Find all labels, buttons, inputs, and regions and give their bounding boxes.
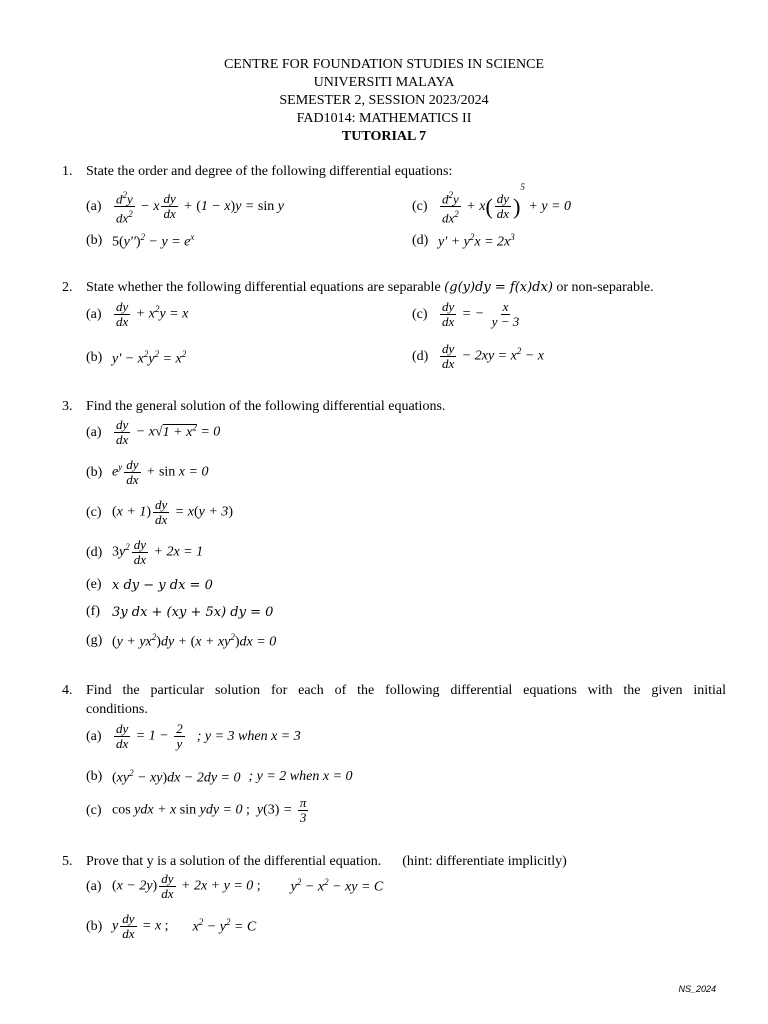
q2-part-b xyxy=(86,349,186,368)
part-label: (b) xyxy=(86,233,103,249)
equation: $y' + y^2x = 2x^3$ xyxy=(438,232,515,250)
solution: $y^2 - x^2$ − xy = C xyxy=(290,877,384,895)
q3-part-d xyxy=(86,538,203,567)
q1-part-c xyxy=(412,182,571,226)
question-text: Find the particular solution for each of the following differential equations with the given initial xyxy=(86,683,726,698)
q2-part-c xyxy=(412,300,523,329)
q3-part-a xyxy=(86,418,220,447)
part-label: (d) xyxy=(412,233,429,249)
equation: cos ydx + x sin ydy = 0 ; y(3) = $\frac{\pi}{3}$ xyxy=(112,795,307,825)
solution: $x^2 - y^2 = C$ xyxy=(192,917,257,935)
part-label: (c) xyxy=(412,306,428,322)
part-label: (e) xyxy=(86,577,102,592)
question-number: 5. xyxy=(62,854,73,869)
hint-text: (hint: differentiate implicitly) xyxy=(402,854,567,869)
header-tutorial-title: TUTORIAL 7 xyxy=(341,129,427,144)
part-label: (a) xyxy=(86,424,102,440)
part-label: (a) xyxy=(86,198,102,214)
part-label: (f) xyxy=(86,604,100,619)
equation: $\frac{dy}{dx}$ = − $\frac{x}{y - 3}$ xyxy=(442,299,520,329)
q3-part-c xyxy=(86,498,233,527)
equation: $\frac{dy}{dx}$ − $2xy = x^2 - x$ xyxy=(442,341,544,371)
question-number: 4. xyxy=(62,683,73,698)
part-label: (a) xyxy=(86,728,102,744)
equation: $e^y$ $\frac{dy}{dx}$ + sin x = 0 xyxy=(112,457,209,487)
equation: 3y dx + (xy + 5x) dy = 0 xyxy=(112,604,274,620)
question-text-continued: conditions. xyxy=(86,702,148,717)
equation: $\frac{dy}{dx}$ = 1 − $\frac{2}{y}$ xyxy=(116,721,183,751)
question-text: Prove that y is a solution of the differential equation. (hint: differentiate implicitly) xyxy=(86,854,567,869)
equation: $(xy^2 - xy)dx - 2dy = 0$ xyxy=(112,768,241,786)
initial-condition: ; y = 2 when x = 0 xyxy=(248,769,353,785)
question-number: 1. xyxy=(62,164,73,179)
q3-part-b xyxy=(86,458,208,487)
q3-part-g xyxy=(86,632,276,651)
part-label: (d) xyxy=(86,544,103,560)
question-text: Find the general solution of the following differential equations. xyxy=(86,399,446,414)
q1-part-d xyxy=(412,232,515,251)
q3-part-e xyxy=(86,577,213,593)
q1-part-a xyxy=(86,188,284,226)
question-number: 2. xyxy=(62,280,73,295)
equation: (x − 2y) $\frac{dy}{dx}$ + 2x + y = 0 ; xyxy=(112,871,261,901)
part-label: (b) xyxy=(86,464,103,480)
initial-condition: ; y = 3 when x = 3 xyxy=(196,728,301,744)
q4-part-a xyxy=(86,722,301,751)
header-university: UNIVERSITI MALAYA xyxy=(313,75,455,90)
equation: $\frac{d^2y}{dx^2}$ + x( $\frac{dy}{dx}$ )$^5$ + y = 0 xyxy=(442,182,571,226)
part-label: (c) xyxy=(86,802,102,818)
equation: $y' - x^2y^2 = x^2$ xyxy=(112,349,187,367)
equation: y $\frac{dy}{dx}$ = x ; xyxy=(112,911,169,941)
footer-code: NS_2024 xyxy=(678,984,716,994)
part-label: (b) xyxy=(86,918,103,934)
q4-part-b xyxy=(86,768,353,787)
part-label: (b) xyxy=(86,769,103,785)
equation: $3y^2$ $\frac{dy}{dx}$ + 2x = 1 xyxy=(112,537,204,567)
q2-part-d xyxy=(412,342,544,371)
equation: $(y + yx^2)dy + (x + xy^2)dx = 0$ xyxy=(112,632,277,650)
equation: $\frac{dy}{dx}$ − $x√1 + x^2 = 0$ xyxy=(116,417,221,447)
equation: $\frac{dy}{dx}$ + $x^2y = x$ xyxy=(116,299,189,329)
equation: $\frac{d^2y}{dx^2}$ − x $\frac{dy}{dx}$ + (1 − x)y = sin y xyxy=(116,190,284,226)
equation: x dy − y dx = 0 xyxy=(112,577,213,593)
q4-part-c xyxy=(86,796,310,825)
part-label: (g) xyxy=(86,633,103,649)
part-label: (b) xyxy=(86,350,103,366)
q5-part-a xyxy=(86,872,383,901)
part-label: (c) xyxy=(86,504,102,520)
question-text: State whether the following differential equations are separable (g(y)dy = f(x)dx) or non-separable. xyxy=(86,280,654,295)
equation: (x + 1) $\frac{dy}{dx}$ = x(y + 3) xyxy=(112,497,233,527)
q2-part-a xyxy=(86,300,188,329)
header-course: FAD1014: MATHEMATICS II xyxy=(296,111,472,126)
part-label: (c) xyxy=(412,198,428,214)
q1-part-b xyxy=(86,232,194,251)
equation: $5(y'')^2 - y = e^x$ xyxy=(112,232,195,250)
q5-part-b xyxy=(86,912,256,941)
part-label: (d) xyxy=(412,348,429,364)
q3-part-f xyxy=(86,604,273,620)
header-institution: CENTRE FOR FOUNDATION STUDIES IN SCIENCE xyxy=(223,57,545,72)
question-text: State the order and degree of the following differential equations: xyxy=(86,164,453,179)
question-number: 3. xyxy=(62,399,73,414)
part-label: (a) xyxy=(86,306,102,322)
part-label: (a) xyxy=(86,878,102,894)
header-semester: SEMESTER 2, SESSION 2023/2024 xyxy=(279,93,489,108)
